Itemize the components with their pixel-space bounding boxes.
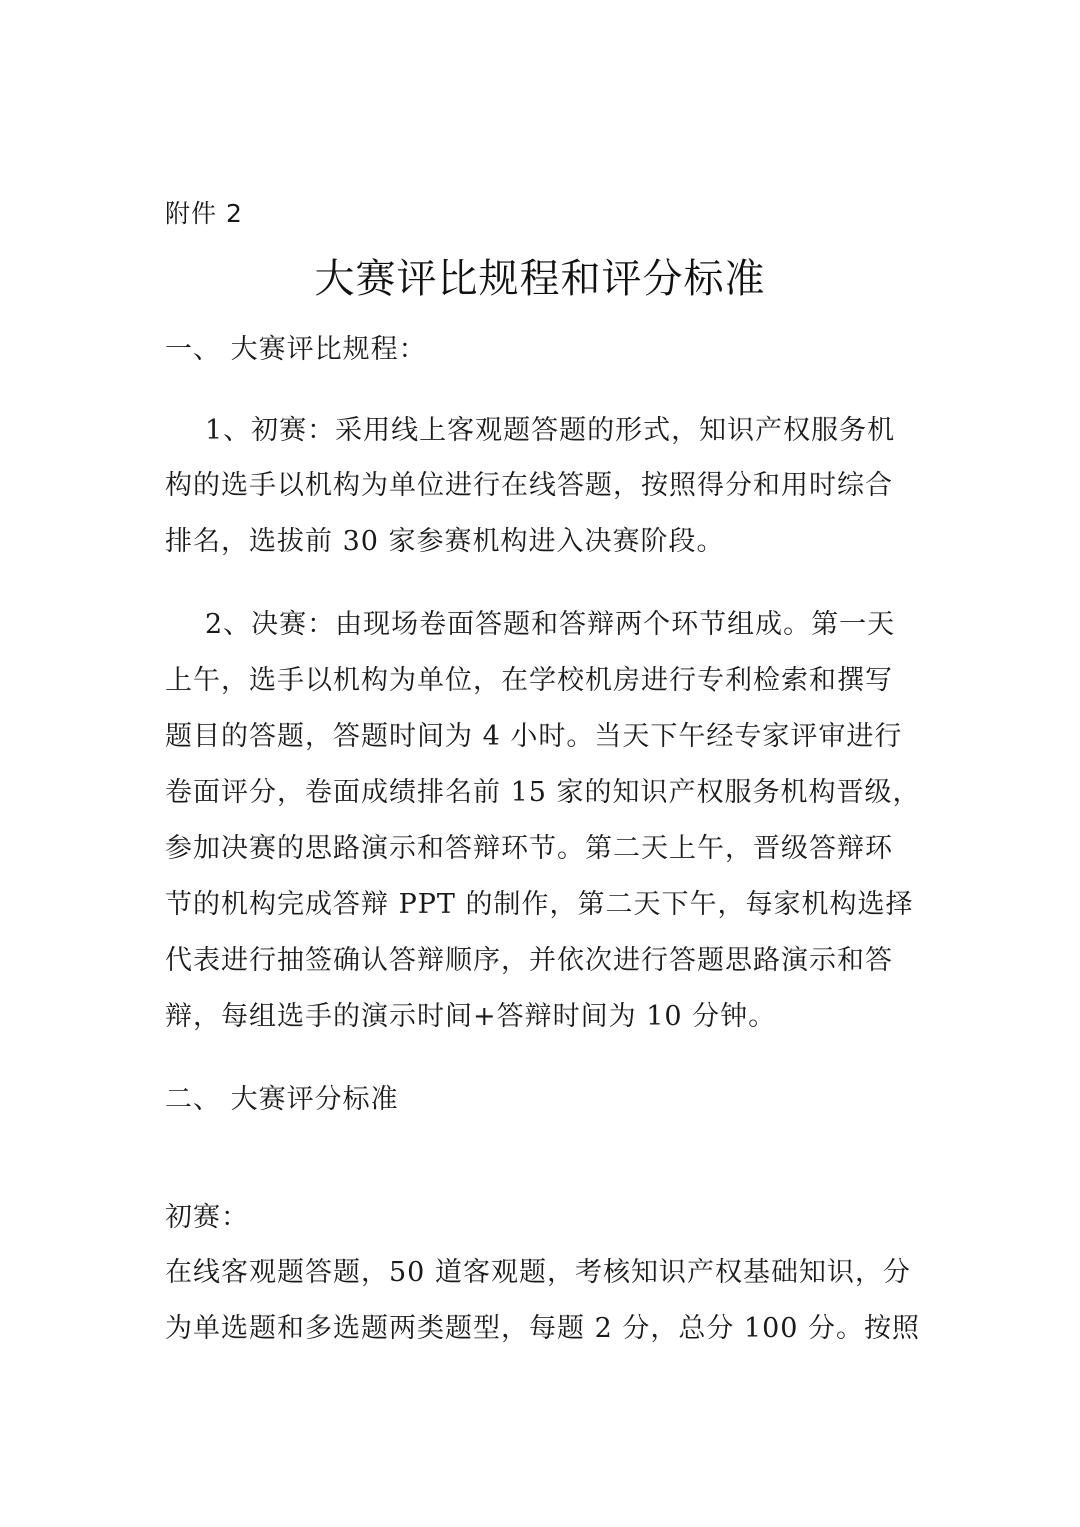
attachment-label: 附件 2	[165, 199, 243, 228]
paragraph-line: 在线客观题答题，50 道客观题，考核知识产权基础知识，分	[165, 1257, 911, 1288]
paragraph-line: 题目的答题，答题时间为 4 小时。当天下午经专家评审进行	[165, 721, 903, 752]
page-title: 大赛评比规程和评分标准	[314, 256, 766, 302]
section-1-heading: 一、 大赛评比规程：	[165, 334, 427, 365]
paragraph-line: 构的选手以机构为单位进行在线答题，按照得分和用时综合	[165, 470, 893, 501]
paragraph-line: 代表进行抽签确认答辩顺序，并依次进行答题思路演示和答	[165, 945, 893, 976]
paragraph-line: 1、初赛：采用线上客观题答题的形式，知识产权服务机	[205, 415, 896, 446]
paragraph-line: 辩，每组选手的演示时间+答辩时间为 10 分钟。	[165, 1001, 777, 1032]
paragraph-line: 参加决赛的思路演示和答辩环节。第二天上午，晋级答辩环	[165, 833, 893, 864]
paragraph-line: 节的机构完成答辩 PPT 的制作，第二天下午，每家机构选择	[165, 889, 914, 920]
paragraph-line: 卷面评分，卷面成绩排名前 15 家的知识产权服务机构晋级，	[165, 777, 921, 808]
paragraph-line: 为单选题和多选题两类题型，每题 2 分，总分 100 分。按照	[165, 1313, 921, 1344]
paragraph-line: 上午，选手以机构为单位，在学校机房进行专利检索和撰写	[165, 665, 893, 696]
section-2-subheading: 初赛：	[165, 1202, 249, 1233]
paragraph-line: 排名，选拔前 30 家参赛机构进入决赛阶段。	[165, 526, 725, 557]
section-2-heading: 二、 大赛评分标准	[165, 1084, 399, 1115]
paragraph-line: 2、决赛：由现场卷面答题和答辩两个环节组成。第一天	[205, 609, 896, 640]
